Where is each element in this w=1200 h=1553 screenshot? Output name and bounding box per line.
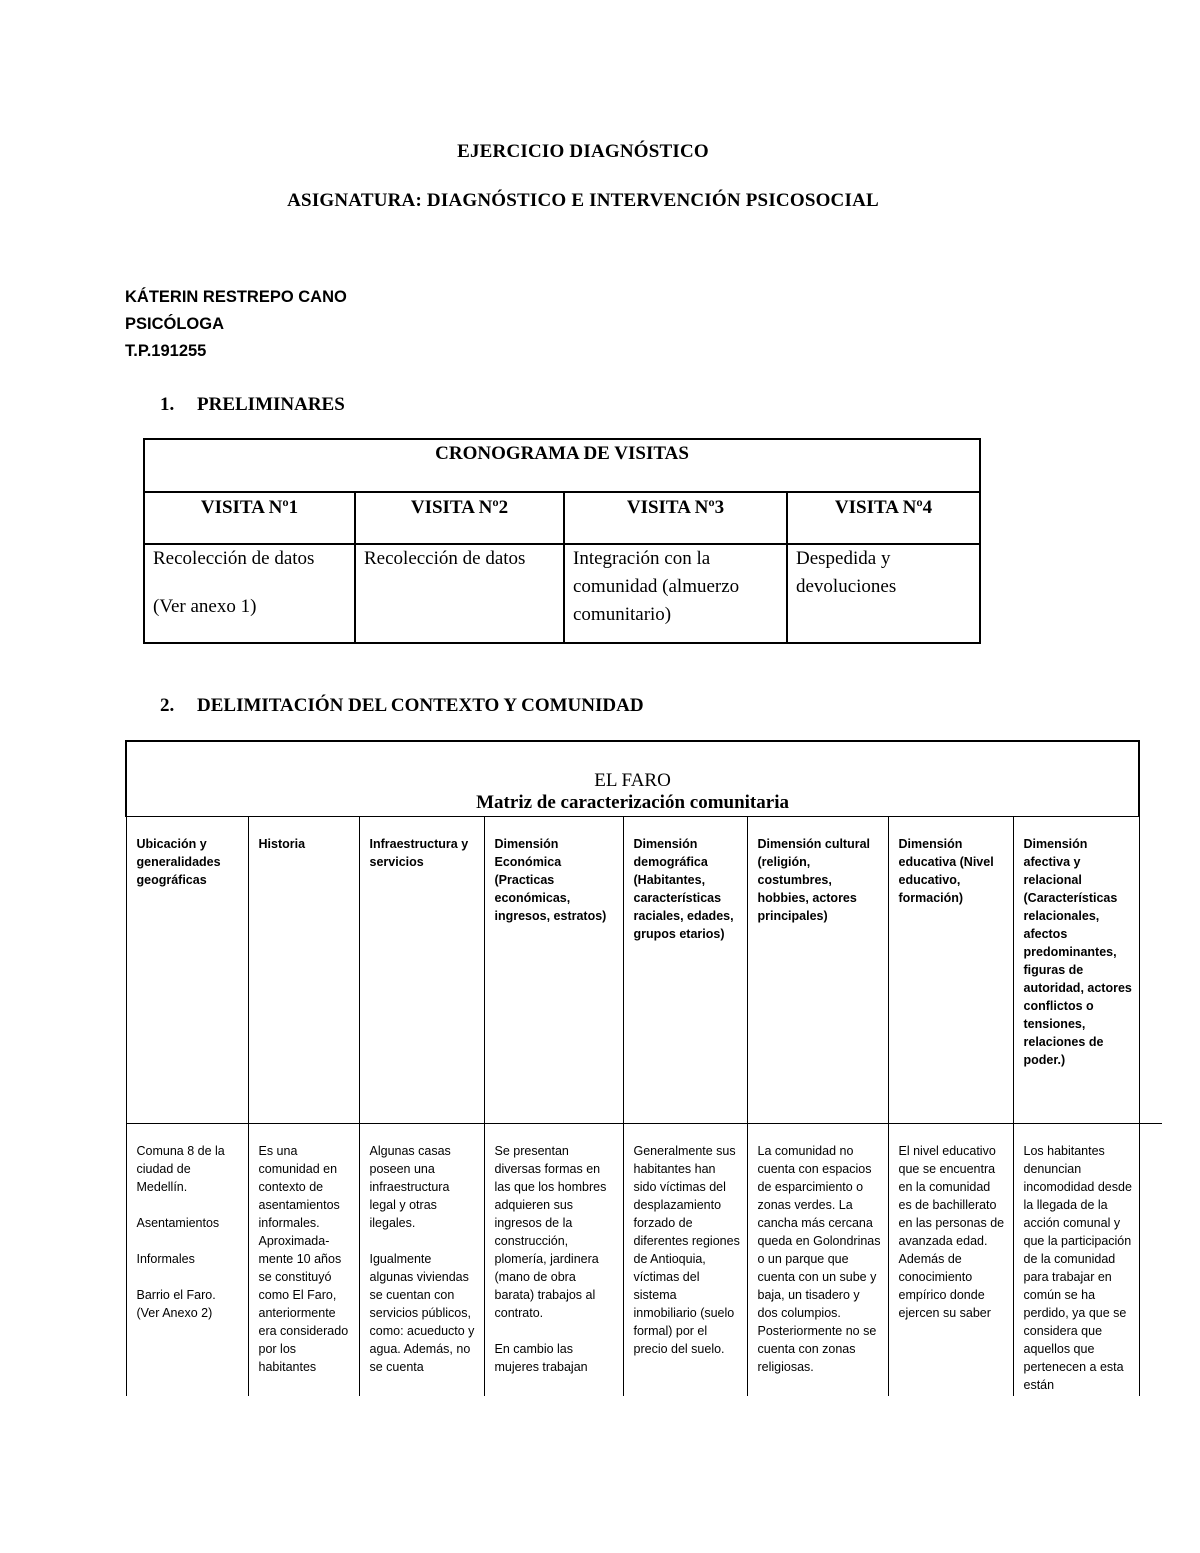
matrix-header: Dimensión cultural (religión, costumbres, hobbies, actores principales) — [747, 817, 888, 1124]
schedule-header: VISITA Nº4 — [787, 492, 980, 544]
schedule-cell — [144, 544, 355, 643]
section-number: 2. — [160, 695, 175, 716]
matrix-cell-text: El nivel educativo que se encuentra en la comunidad es de bachillerato en las personas de avanzada edad. Además de conocimiento empírico donde ejercen su saber — [898, 1144, 1005, 1320]
matrix-cell-text: Los habitantes denuncian incomodidad desde la llegada de la acción comunal y que la participación de la comunidad para trabajar en común se ha perdido, ya que se considera que aquellos que pertenecen a esta están — [1023, 1144, 1132, 1392]
section-heading-delimitacion — [160, 695, 644, 717]
matrix-cell-text: Igualmente algunas viviendas se cuentan con servicios públicos, como: acueducto y agua. Además, no se cuenta — [369, 1252, 475, 1374]
matrix-header: Dimensión afectiva y relacional (Características relacionales, afectos predominantes, figuras de autoridad, actores conflictos o tensiones, relaciones de poder.) — [1013, 817, 1139, 1124]
matrix-header: Historia — [248, 817, 359, 1124]
matrix-header: Dimensión Económica (Practicas económicas, ingresos, estratos) — [484, 817, 623, 1124]
schedule-cell-text: Recolección de datos — [364, 548, 526, 569]
visit-schedule-table — [143, 438, 981, 644]
schedule-header: VISITA Nº3 — [564, 492, 787, 544]
matrix-blank — [1139, 741, 1162, 817]
matrix-cell-text: Comuna 8 de la ciudad de Medellín. — [136, 1144, 225, 1194]
matrix-cell-text: Algunas casas poseen una infraestructura legal y otras ilegales. — [369, 1144, 451, 1230]
matrix-blank — [1139, 817, 1162, 1124]
matrix-header: Dimensión educativa (Nivel educativo, formación) — [888, 817, 1013, 1124]
section-title: DELIMITACIÓN DEL CONTEXTO Y COMUNIDAD — [197, 695, 644, 716]
matrix-cell — [888, 1124, 1013, 1397]
matrix-cell-text: Es una comunidad en contexto de asentamientos informales. Aproximada-mente 10 años se constituyó como El Faro, anteriormente era considerado por los habitantes — [258, 1144, 349, 1374]
schedule-header: VISITA Nº1 — [144, 492, 355, 544]
matrix-cell — [747, 1124, 888, 1397]
matrix-cell — [623, 1124, 747, 1397]
document-title: EJERCICIO DIAGNÓSTICO — [457, 141, 709, 162]
author-role: PSICÓLOGA — [125, 315, 225, 333]
section-title: PRELIMINARES — [197, 394, 345, 415]
matrix-cell-text: Generalmente sus habitantes han sido víctimas del desplazamiento forzado de diferentes regiones de Antioquia, víctimas del sistema inmobiliario (suelo formal) por el precio del suelo. — [633, 1144, 740, 1356]
matrix-title-cell — [126, 741, 1139, 817]
matrix-cell-text: En cambio las mujeres trabajan — [494, 1342, 588, 1374]
section-number: 1. — [160, 394, 175, 415]
author-name: KÁTERIN RESTREPO CANO — [125, 288, 347, 306]
schedule-cell-text: Despedida y devoluciones — [796, 548, 897, 597]
schedule-caption: CRONOGRAMA DE VISITAS — [144, 439, 980, 492]
matrix-container — [125, 740, 1165, 1396]
community-matrix-table — [125, 740, 1162, 1396]
author-license: T.P.191255 — [125, 342, 207, 360]
schedule-cell — [564, 544, 787, 643]
subject-line: ASIGNATURA: DIAGNÓSTICO E INTERVENCIÓN PSICOSOCIAL — [287, 190, 879, 211]
matrix-cell — [1013, 1124, 1139, 1397]
matrix-cell-text: Barrio el Faro. (Ver Anexo 2) — [136, 1288, 216, 1320]
schedule-cell-text: Integración con la comunidad (almuerzo comunitario) — [573, 548, 740, 625]
schedule-cell-text: Recolección de datos — [153, 548, 315, 569]
section-heading-preliminares — [160, 394, 345, 416]
matrix-cell-text: Asentamientos — [136, 1216, 220, 1230]
matrix-cell-text: La comunidad no cuenta con espacios de esparcimiento o zonas verdes. La cancha más cercana queda en Golondrinas o un parque que cuenta con un sube y baja, un tisadero y dos columpios. Posteriormente no se cuenta con zonas religiosas. — [757, 1144, 881, 1374]
schedule-header: VISITA Nº2 — [355, 492, 564, 544]
schedule-cell — [355, 544, 564, 643]
schedule-cell-text: (Ver anexo 1) — [153, 596, 257, 617]
matrix-cell — [248, 1124, 359, 1397]
matrix-cell — [484, 1124, 623, 1397]
matrix-header: Infraestructura y servicios — [359, 817, 484, 1124]
matrix-cell — [126, 1124, 248, 1397]
matrix-cell-text: Se presentan diversas formas en las que los hombres adquieren sus ingresos de la construcción, plomería, jardinera (mano de obra barata) trabajos al contrato. — [494, 1144, 607, 1320]
matrix-header: Dimensión demográfica (Habitantes, características raciales, edades, grupos etarios) — [623, 817, 747, 1124]
schedule-cell — [787, 544, 980, 643]
matrix-title: EL FARO — [594, 770, 671, 791]
matrix-cell — [359, 1124, 484, 1397]
matrix-cell-text: Informales — [136, 1252, 195, 1266]
matrix-subtitle: Matriz de caracterización comunitaria — [476, 792, 789, 813]
matrix-blank — [1139, 1124, 1162, 1397]
matrix-header: Ubicación y generalidades geográficas — [126, 817, 248, 1124]
